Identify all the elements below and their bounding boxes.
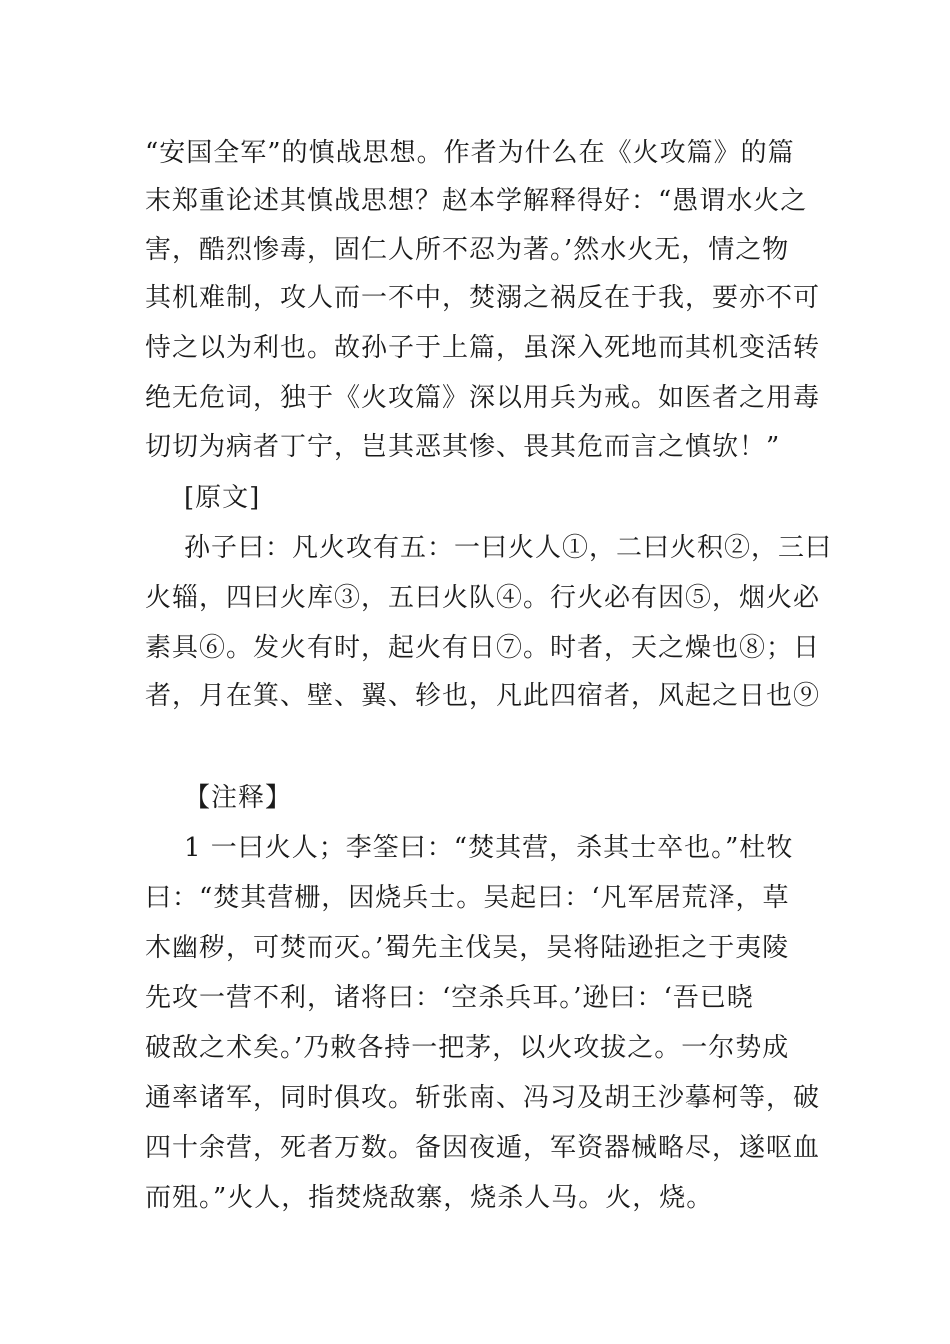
notes-text-line: 而殂。”火人，指焚烧敌寨，烧杀人马。火，烧。 (145, 1183, 714, 1213)
original-text-line: 孙子曰：凡火攻有五：一曰火人①，二曰火积②，三曰 (184, 533, 833, 563)
original-text-line: 素具⑥。发火有时，起火有日⑦。时者，天之燥也⑧；日 (145, 633, 821, 663)
original-text-line: 者，月在箕、壁、翼、轸也，凡此四宿者，风起之日也⑨ (145, 681, 821, 711)
paragraph-line: 恃之以为利也。故孙子于上篇，虽深入死地而其机变活转 (145, 333, 821, 363)
paragraph-line: 切切为病者丁宁，岂其恶其惨、畏其危而言之慎欤！” (145, 432, 781, 462)
original-text-line: 火辎，四曰火库③，五曰火队④。行火必有因⑤，烟火必 (145, 583, 821, 613)
notes-text-line: 曰：“焚其营栅，因烧兵士。吴起曰：‘凡军居荒泽，草 (145, 883, 790, 913)
paragraph-line: “安国全军”的慎战思想。作者为什么在《火攻篇》的篇 (145, 138, 795, 168)
notes-heading: 【注释】 (184, 783, 293, 813)
notes-text-line: 木幽秽，可焚而灭。’蜀先主伐吴，吴将陆逊拒之于夷陵 (145, 933, 790, 963)
notes-text-line: 先攻一营不利，诸将曰：‘空杀兵耳。’逊曰：‘吾已晓 (145, 983, 754, 1013)
paragraph-line: 其机难制，攻人而一不中，焚溺之祸反在于我，要亦不可 (145, 283, 821, 313)
notes-text-line: 破敌之术矣。’乃敕各持一把茅，以火攻拔之。一尔势成 (145, 1033, 790, 1063)
notes-text-line: 四十余营，死者万数。备因夜遁，军资器械略尽，遂呕血 (145, 1133, 821, 1163)
notes-text-line: 通率诸军，同时俱攻。斩张南、冯习及胡王沙摹柯等，破 (145, 1083, 821, 1113)
notes-text-line: 1 一曰火人；李筌曰：“焚其营，杀其士卒也。”杜牧 (184, 833, 794, 863)
paragraph-line: 绝无危词，独于《火攻篇》深以用兵为戒。如医者之用毒 (145, 383, 821, 413)
original-heading: [原文] (184, 483, 261, 513)
paragraph-line: 害，酷烈惨毒，固仁人所不忍为著。’然水火无，情之物 (145, 235, 790, 265)
paragraph-line: 末郑重论述其慎战思想？赵本学解释得好：“愚谓水火之 (145, 186, 808, 216)
